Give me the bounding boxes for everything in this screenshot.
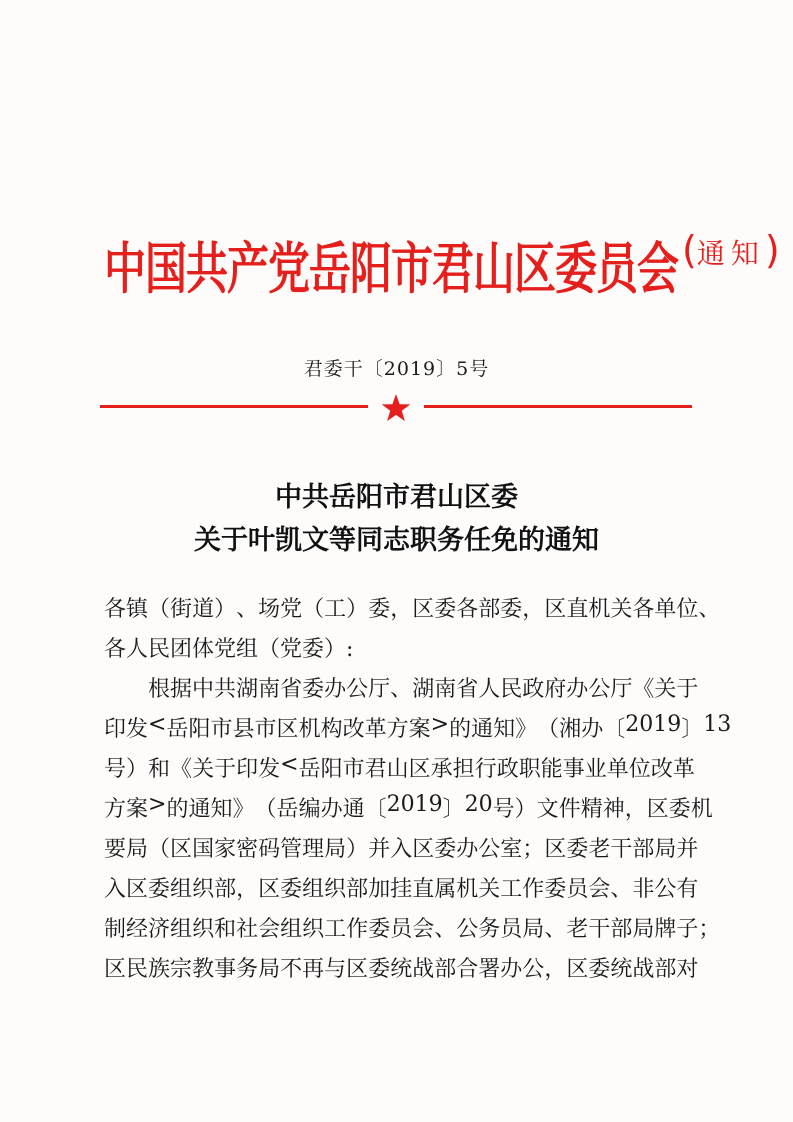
- divider-line-left: [100, 405, 368, 408]
- body-line: 各人民团体党组（党委）:: [104, 637, 354, 662]
- body-line: 根 据 中 共 湖 南 省 委 办 公 厅 、 湖 南 省 人 民 政 府 办 公 厅 《 关 于: [148, 677, 699, 702]
- letterhead: [104, 218, 780, 302]
- body-line: 制 经 济 组 织 和 社 会 组 织 工 作 委 员 会 、 公 务 员 局 、 老 干 部 局 牌 子 ；: [104, 917, 721, 942]
- body-line: 区 民 族 宗 教 事 务 局 不 再 与 区 委 统 战 部 合 署 办 公 ， 区 委 统 战 部 对: [104, 957, 699, 982]
- star-icon: [381, 394, 411, 422]
- notice-title-line2: 关于叶凯文等同志职务任免的通知: [194, 525, 599, 556]
- divider-line-right: [424, 405, 692, 408]
- body-line: 方 案 > 的 通 知 》 （ 岳 编 办 通 〔 2 0 1 9 〕 2 0 号 ） 文 件 精 神 ， 区 委 机: [104, 792, 713, 822]
- doc-kind-label: 通知: [696, 237, 765, 270]
- notice-title-line1: 中共岳阳市君山区委: [275, 482, 518, 513]
- paren-close: ): [764, 228, 780, 272]
- body-line: 入 区 委 组 织 部 ， 区 委 组 织 部 加 挂 直 属 机 关 工 作 委 员 会 、 非 公 有: [104, 877, 699, 902]
- letterhead-doc-kind: [682, 228, 780, 272]
- body-line: 要 局 （ 区 国 家 密 码 管 理 局 ） 并 入 区 委 办 公 室 ； 区 委 老 干 部 局 并: [104, 837, 699, 862]
- letterhead-org-name: 中国共产党岳阳市君山区委员会: [104, 236, 679, 302]
- red-divider: [100, 394, 692, 424]
- body-line: 印 发 < 岳 阳 市 县 市 区 机 构 改 革 方 案 > 的 通 知 》 （ 湘 办 〔 2 0 1 9 〕 1 3: [104, 712, 732, 742]
- paren-open: (: [682, 228, 697, 272]
- body-line: 号 ） 和 《 关 于 印 发 < 岳 阳 市 君 山 区 承 担 行 政 职 能 事 业 单 位 改 革: [104, 752, 695, 782]
- body-line: 各 镇 （ 街 道 ） 、 场 党 （ 工 ） 委 ， 区 委 各 部 委 ， 区 直 机 关 各 单 位 、: [104, 597, 721, 622]
- document-number: 君委干〔2019〕5号: [303, 358, 490, 380]
